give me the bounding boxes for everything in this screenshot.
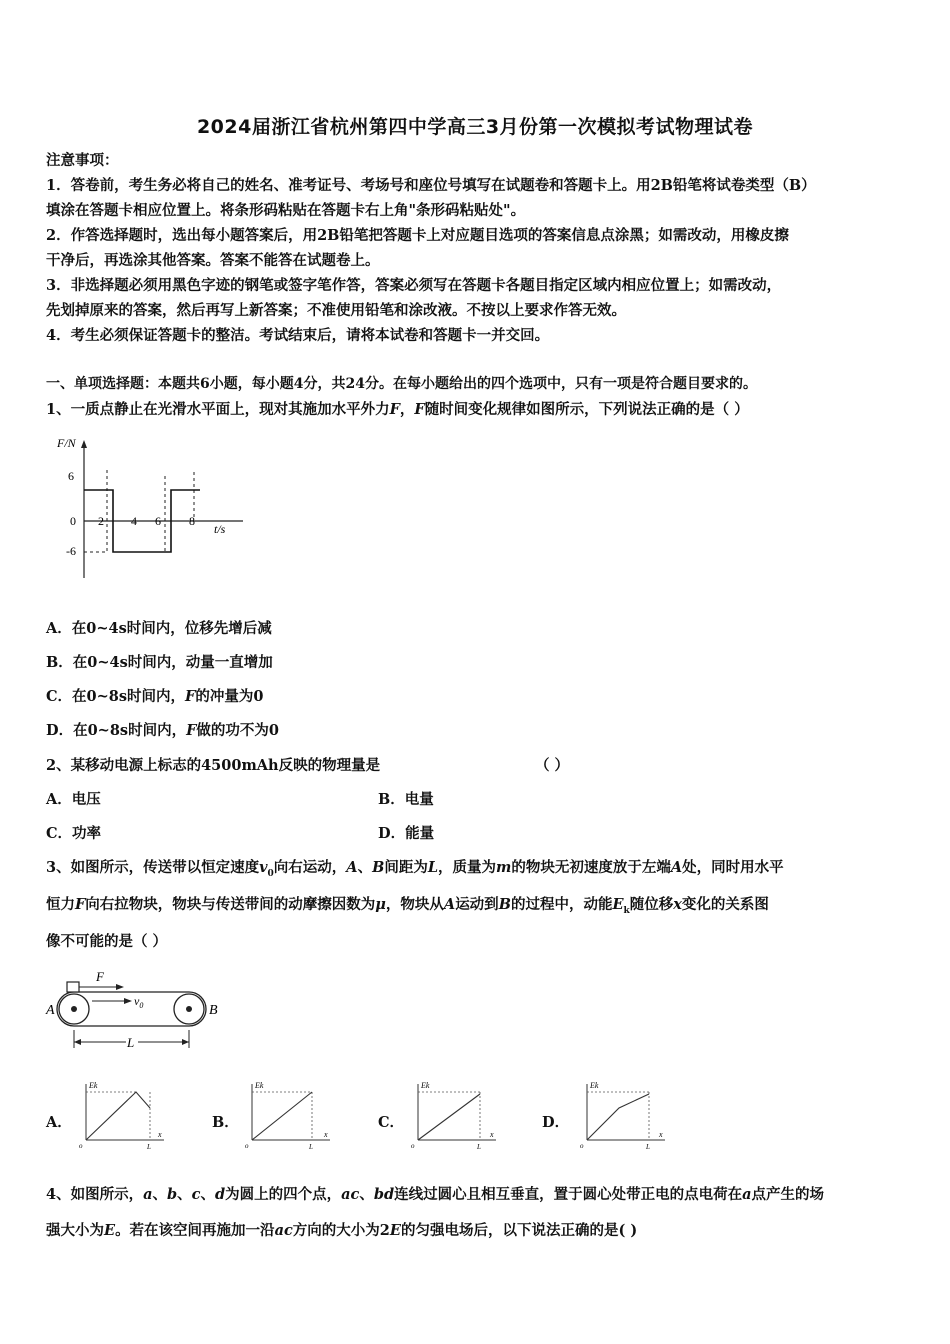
y-axis-label: F/N: [57, 436, 76, 450]
point-b-label: B: [209, 1003, 218, 1018]
q3-stem-line1: 3、如图所示，传送带以恒定速度$v_0$向右运动，A、B间距为L，质量为m的物块无初速度放于左端A处，同时用水平: [46, 859, 784, 879]
section-heading: 一、单项选择题：本题共6小题，每小题4分，共24分。在每小题给出的四个选项中，只有一项是符合题目要求的。: [46, 376, 757, 392]
q4-stem-line1: 4、如图所示，a、b、c、d为圆上的四个点，ac、bd连线过圆心且相互垂直，置于圆心处带正电的点电荷在a点产生的场: [46, 1186, 825, 1203]
q1-option-d[interactable]: D．在0~8s时间内，F做的功不为0: [46, 722, 279, 739]
q2-option-a[interactable]: A．电压: [46, 791, 101, 808]
q1-option-a[interactable]: A．在0~4s时间内，位移先增后减: [46, 620, 272, 637]
q3-option-b-label[interactable]: B．: [212, 1114, 239, 1131]
x-axis-label: t/s: [214, 522, 226, 536]
notice-line: 4．考生必须保证答题卡的整洁。考试结束后，请将本试卷和答题卡一并交回。: [46, 327, 550, 344]
svg-text:L: L: [646, 1143, 650, 1150]
svg-text:Ek: Ek: [421, 1081, 430, 1090]
svg-text:x: x: [659, 1130, 663, 1139]
q4-stem-line2: 强大小为E。若在该空间再施加一沿ac方向的大小为2E的匀强电场后，以下说法正确的是( ): [46, 1222, 638, 1239]
force-label: F: [96, 969, 104, 984]
q3-option-a-graph[interactable]: [74, 1078, 174, 1150]
y-tick-label: 0: [70, 514, 76, 528]
y-tick-label: -6: [66, 544, 76, 558]
q3-option-c-graph[interactable]: [406, 1078, 506, 1150]
q2-stem: 2、某移动电源上标志的4500mAh反映的物理量是: [46, 757, 381, 774]
q2-option-d[interactable]: D．能量: [378, 825, 435, 842]
q3-option-d-graph[interactable]: [575, 1078, 675, 1150]
notice-line: 干净后，再选涂其他答案。答案不能答在试题卷上。: [46, 252, 380, 269]
block: [67, 982, 79, 992]
q1-option-c[interactable]: C．在0~8s时间内，F的冲量为0: [46, 688, 264, 705]
svg-text:x: x: [158, 1130, 162, 1139]
q2-option-b[interactable]: B．电量: [378, 791, 434, 808]
ek-curve: [418, 1094, 480, 1140]
conveyor-belt-figure: [42, 964, 232, 1054]
ek-curve: [86, 1092, 150, 1140]
svg-text:Ek: Ek: [89, 1081, 98, 1090]
notice-line: 填涂在答题卡相应位置上。将条形码粘贴在答题卡右上角"条形码粘贴处"。: [46, 202, 526, 219]
notice-line: 2．作答选择题时，选出每小题答案后，用2B铅笔把答题卡上对应题目选项的答案信息点涂黑；如需改动，用橡皮擦: [46, 227, 789, 244]
q3-option-b-graph[interactable]: [240, 1078, 340, 1150]
x-tick-label: 8: [189, 514, 195, 528]
x-tick-label: 6: [155, 514, 161, 528]
q3-option-c-label[interactable]: C．: [378, 1114, 405, 1131]
svg-text:L: L: [477, 1143, 481, 1150]
velocity-label: $v_0$: [134, 994, 144, 1010]
q2-answer-paren: （ ）: [535, 757, 570, 774]
notice-line: 3．非选择题必须用黑色字迹的钢笔或签字笔作答，答案必须写在答题卡各题目指定区域内相应位置上；如需改动，: [46, 277, 782, 294]
q3-option-a-label[interactable]: A．: [46, 1114, 72, 1131]
ek-curve: [587, 1094, 649, 1140]
length-label: L: [127, 1035, 135, 1050]
notice-heading: 注意事项：: [46, 152, 119, 169]
ek-curve: [252, 1092, 312, 1140]
svg-text:o: o: [245, 1142, 249, 1150]
svg-text:o: o: [580, 1142, 584, 1150]
svg-text:L: L: [147, 1143, 151, 1150]
svg-text:L: L: [309, 1143, 313, 1150]
svg-text:o: o: [79, 1142, 83, 1150]
page-title: 2024届浙江省杭州第四中学高三3月份第一次模拟考试物理试卷: [196, 116, 754, 138]
svg-text:x: x: [490, 1130, 494, 1139]
q2-option-c[interactable]: C．功率: [46, 825, 102, 842]
notice-line: 先划掉原来的答案，然后再写上新答案；不准使用铅笔和涂改液。不按以上要求作答无效。: [46, 302, 626, 319]
q3-stem-line3: 像不可能的是（ ）: [46, 933, 168, 950]
svg-text:x: x: [324, 1130, 328, 1139]
y-tick-label: 6: [68, 469, 74, 483]
x-tick-label: 4: [131, 514, 137, 528]
q3-stem-line2: 恒力F向右拉物块，物块与传送带间的动摩擦因数为μ，物块从A运动到B的过程中，动能$E_k$随位移x变化的关系图: [46, 896, 769, 916]
notice-line: 1．答卷前，考生务必将自己的姓名、准考证号、考场号和座位号填写在试题卷和答题卡上。用2B铅笔将试卷类型（B）: [46, 177, 816, 194]
point-a-label: A: [46, 1003, 55, 1018]
x-tick-label: 2: [98, 514, 104, 528]
q3-option-d-label[interactable]: D．: [542, 1114, 570, 1131]
q1-stem: 1、一质点静止在光滑水平面上，现对其施加水平外力F，F随时间变化规律如图所示，下列说法正确的是（ ）: [46, 401, 749, 418]
q1-option-b[interactable]: B．在0~4s时间内，动量一直增加: [46, 654, 273, 671]
svg-text:Ek: Ek: [255, 1081, 264, 1090]
force-time-graph: [55, 432, 250, 592]
svg-text:o: o: [411, 1142, 415, 1150]
svg-text:Ek: Ek: [590, 1081, 599, 1090]
